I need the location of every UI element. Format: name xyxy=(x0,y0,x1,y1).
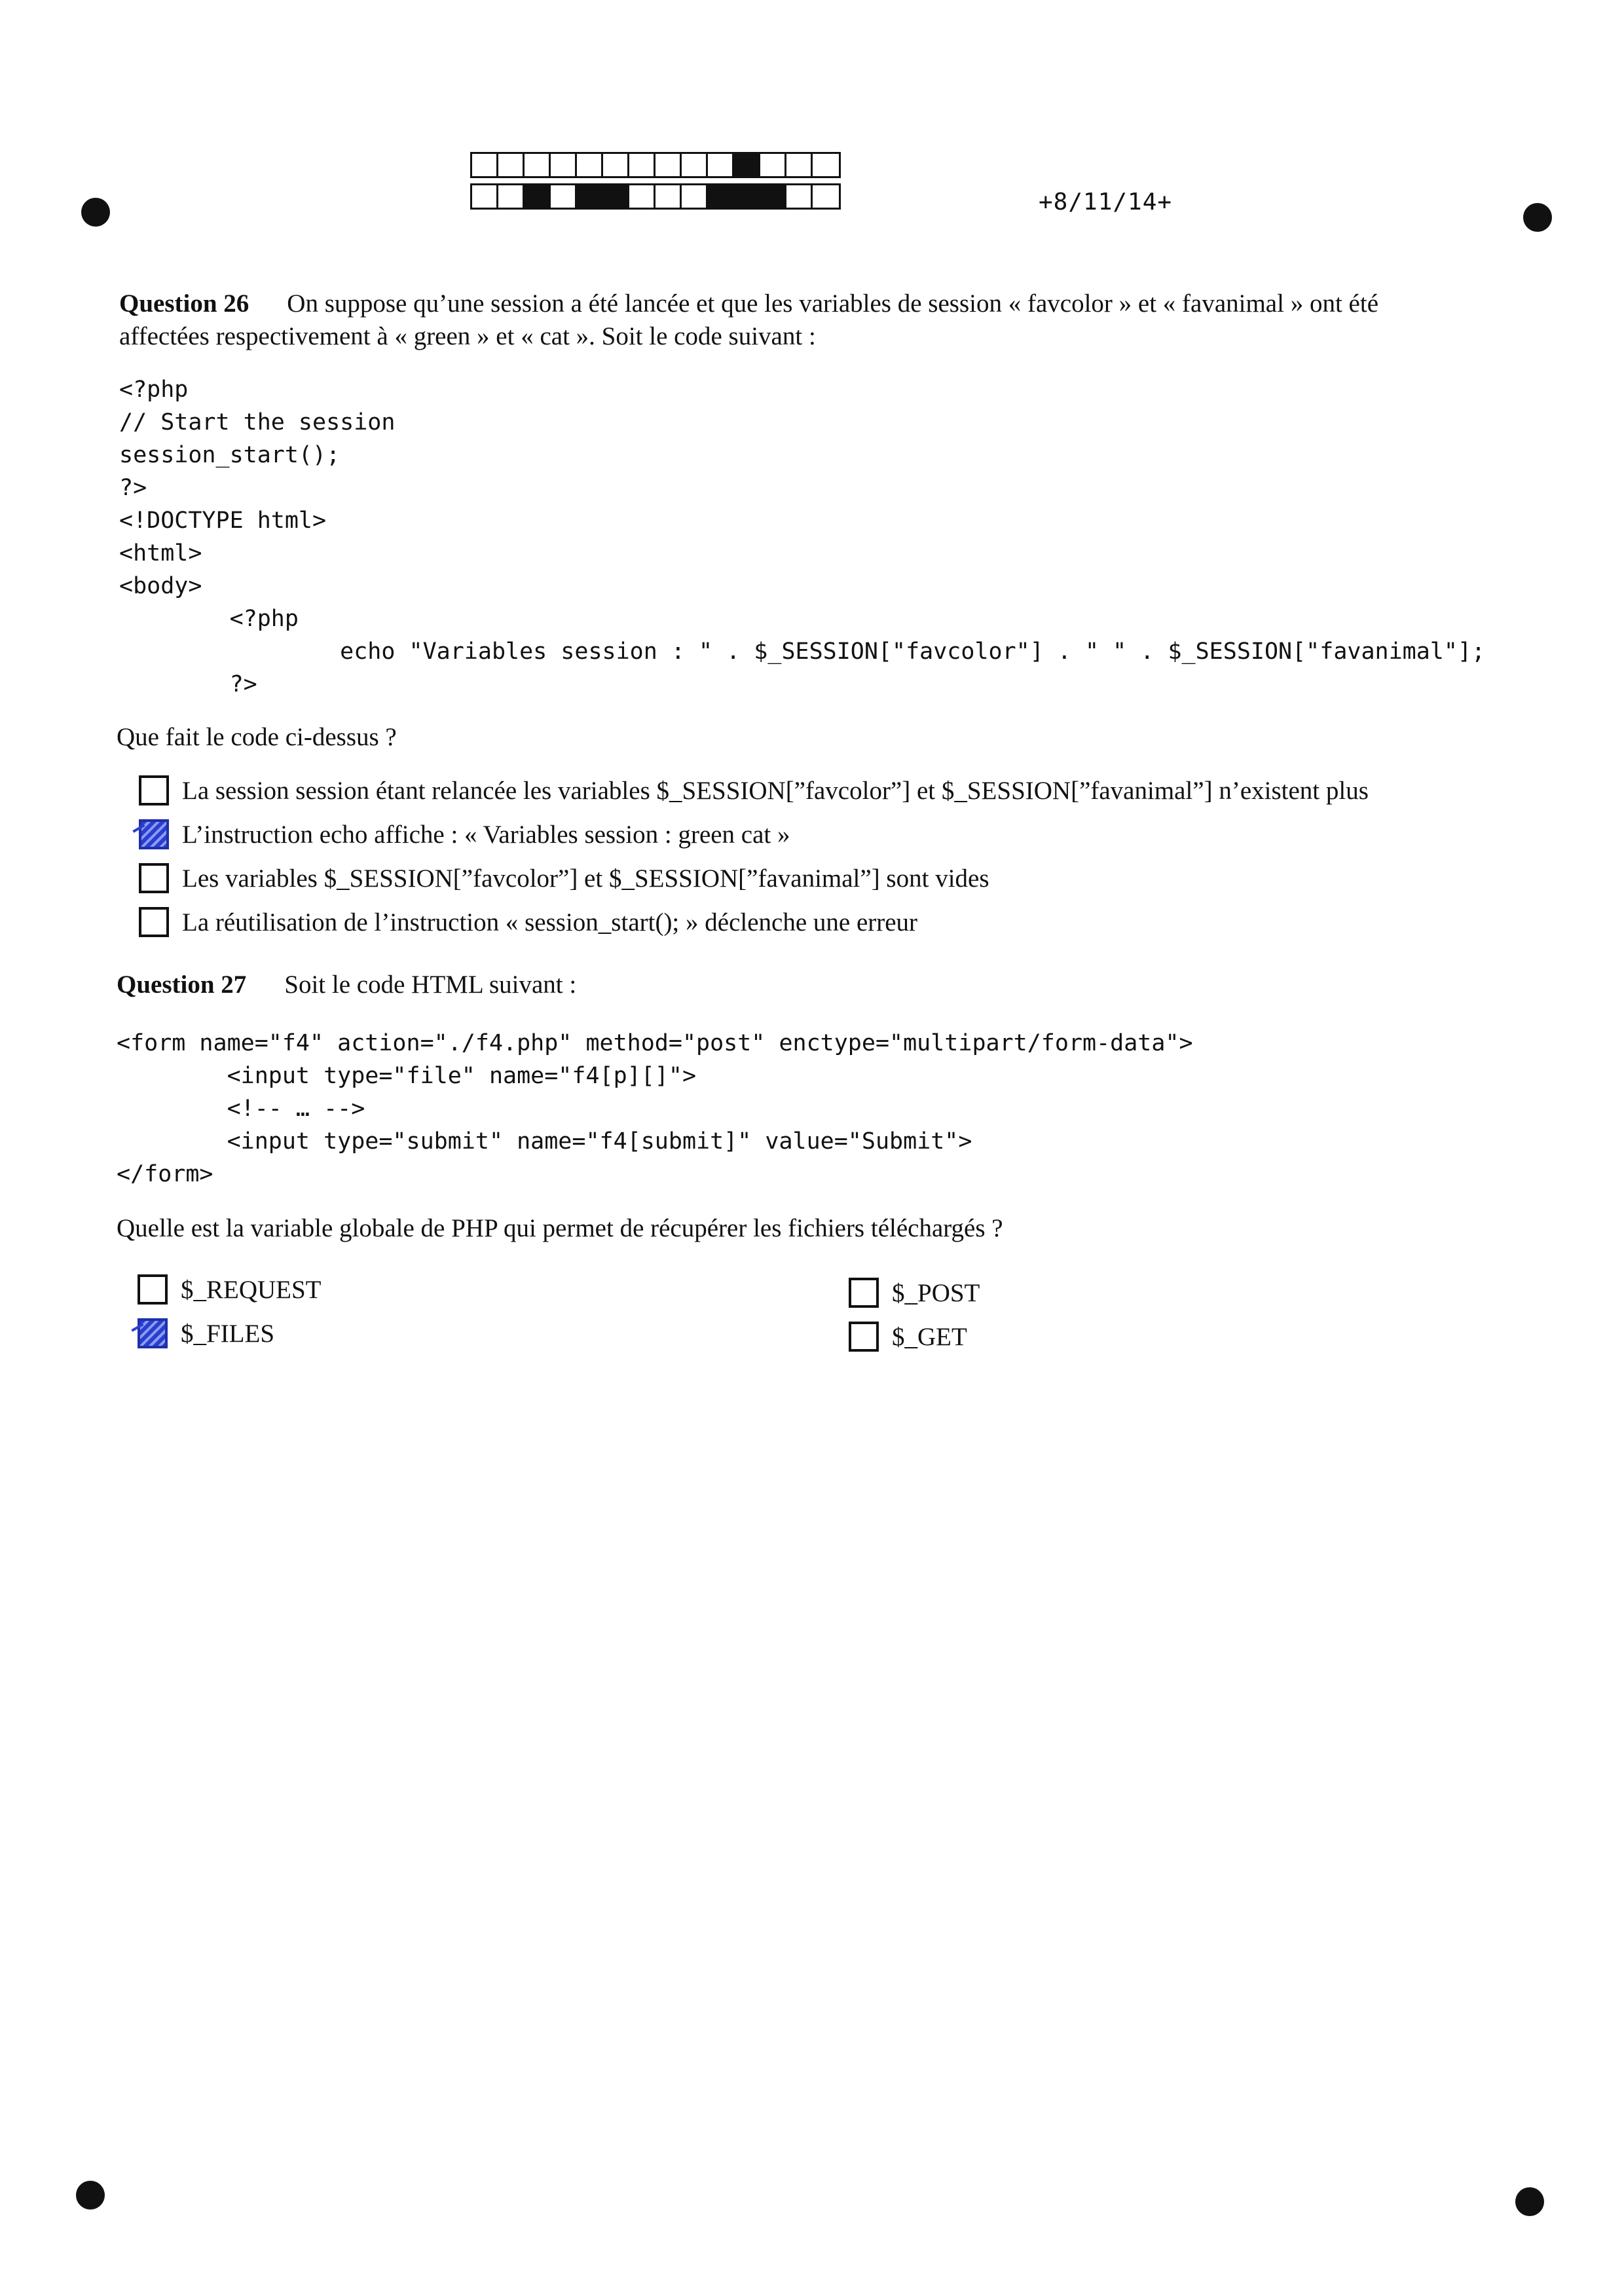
checkbox[interactable] xyxy=(139,907,169,937)
question-27-prompt-text: Soit le code HTML suivant : xyxy=(284,971,577,999)
barcode-cell-empty xyxy=(682,185,708,208)
choice-label: La session session étant relancée les variables $_SESSION[”favcolor”] et $_SESSION[”favanimal”] n’existent plus xyxy=(182,776,1369,805)
q27-choice-files[interactable] xyxy=(138,1318,274,1348)
choice-label: L’instruction echo affiche : « Variables session : green cat » xyxy=(182,820,790,849)
checkbox[interactable] xyxy=(849,1278,879,1308)
choice-label: Les variables $_SESSION[”favcolor”] et $_SESSION[”favanimal”] sont vides xyxy=(182,864,989,893)
barcode-cell-filled xyxy=(708,185,734,208)
barcode-cell-empty xyxy=(682,154,708,176)
q27-choice-get[interactable] xyxy=(849,1322,967,1352)
barcode-cell-empty xyxy=(551,154,577,176)
barcode-cell-empty xyxy=(472,185,498,208)
question-26-prompt-line-2: affectées respectivement à « green » et « cat ». Soit le code suivant : xyxy=(119,322,816,350)
page-identifier: +8/11/14+ xyxy=(1039,189,1173,215)
barcode-cell-empty xyxy=(813,185,839,208)
barcode-cell-empty xyxy=(577,154,603,176)
barcode-cell-empty xyxy=(525,154,551,176)
question-26-code-block: <?php // Start the session session_start(); ?> <!DOCTYPE html> <html> <body> <?php echo "Variables session : " . $_SESSION["favcolor"] . " " . $_SESSION["favanimal"]; ?> xyxy=(119,377,1486,697)
checkbox-checked[interactable] xyxy=(139,819,169,849)
choice-label: $_GET xyxy=(892,1322,967,1351)
barcode-cell-empty xyxy=(551,185,577,208)
q27-choice-post[interactable] xyxy=(849,1278,980,1308)
barcode-cell-filled xyxy=(603,185,629,208)
registration-mark-top-right xyxy=(1523,203,1552,232)
barcode-cell-empty xyxy=(603,154,629,176)
checkbox[interactable] xyxy=(139,863,169,893)
barcode-cell-empty xyxy=(629,154,655,176)
barcode-cell-empty xyxy=(655,154,682,176)
question-26-prompt-text: On suppose qu’une session a été lancée et que les variables de session « favcolor » et « favanimal » ont été xyxy=(287,289,1378,318)
choice-label: La réutilisation de l’instruction « session_start(); » déclenche une erreur xyxy=(182,908,918,936)
registration-mark-top-left xyxy=(81,198,110,227)
barcode-cell-empty xyxy=(813,154,839,176)
q26-choice-4[interactable] xyxy=(139,907,917,937)
barcode-cell-empty xyxy=(655,185,682,208)
q27-choice-request[interactable] xyxy=(138,1274,322,1305)
question-26-question: Que fait le code ci-dessus ? xyxy=(117,723,397,751)
registration-mark-bottom-right xyxy=(1515,2187,1544,2216)
barcode-row-2 xyxy=(470,183,841,210)
barcode-cell-empty xyxy=(786,185,813,208)
barcode-cell-empty xyxy=(786,154,813,176)
barcode-cell-empty xyxy=(708,154,734,176)
barcode-cell-filled xyxy=(734,185,760,208)
checkbox-checked[interactable] xyxy=(138,1318,168,1348)
barcode-cell-filled xyxy=(577,185,603,208)
choice-label: $_POST xyxy=(892,1278,980,1307)
barcode-cell-empty xyxy=(498,154,525,176)
question-27-label: Question 27 xyxy=(117,971,247,999)
q26-choice-1[interactable] xyxy=(139,775,1369,805)
checkbox[interactable] xyxy=(849,1322,879,1352)
question-27-question: Quelle est la variable globale de PHP qui permet de récupérer les fichiers téléchargés ? xyxy=(117,1214,1003,1242)
question-26-label: Question 26 xyxy=(119,289,249,318)
q26-choice-3[interactable] xyxy=(139,863,989,893)
barcode-cell-empty xyxy=(472,154,498,176)
barcode-cell-empty xyxy=(760,154,786,176)
barcode-cell-empty xyxy=(498,185,525,208)
q26-choice-2[interactable] xyxy=(139,819,790,849)
question-27-prompt xyxy=(117,969,576,1001)
barcode-cell-empty xyxy=(629,185,655,208)
barcode-cell-filled xyxy=(760,185,786,208)
registration-mark-bottom-left xyxy=(76,2181,105,2210)
barcode-cell-filled xyxy=(525,185,551,208)
choice-label: $_REQUEST xyxy=(181,1275,322,1304)
checkbox[interactable] xyxy=(138,1274,168,1305)
question-27-code-block: <form name="f4" action="./f4.php" method="post" enctype="multipart/form-data"> <input type="file" name="f4[p][]"> <!-- … --> <input type="submit" name="f4[submit]" value="Submit"> </form> xyxy=(117,1030,1193,1187)
barcode-row-1 xyxy=(470,152,841,178)
question-26-prompt-line-1 xyxy=(119,288,1378,320)
choice-label: $_FILES xyxy=(181,1319,275,1348)
barcode-cell-filled xyxy=(734,154,760,176)
checkbox[interactable] xyxy=(139,775,169,805)
